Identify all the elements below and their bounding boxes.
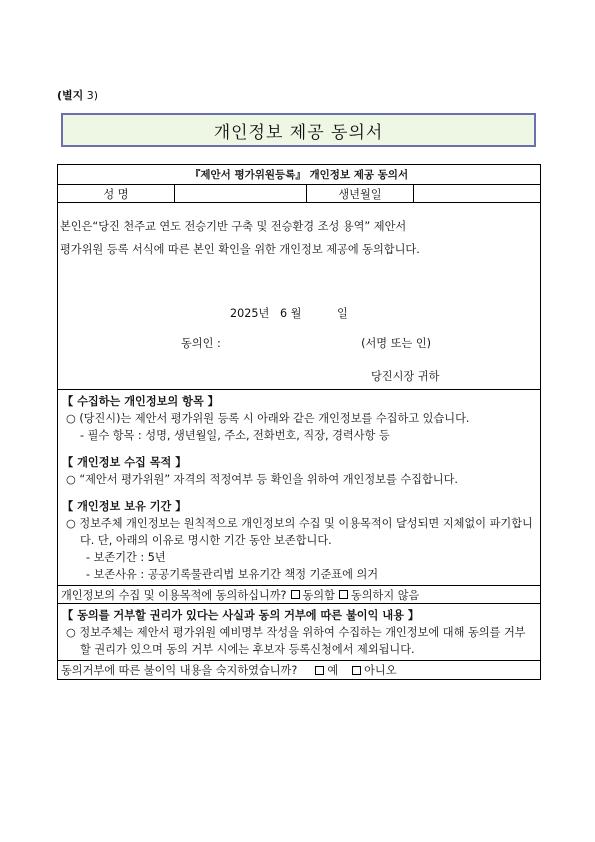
document-title: 개인정보 제공 동의서 [61, 113, 536, 147]
yes-checkbox[interactable] [315, 666, 324, 675]
section-title-retention: 【 개인정보 보유 기간 】 [62, 500, 187, 513]
yes-option-label: 예 [327, 664, 339, 677]
signature-field[interactable]: (서명 또는 인) [361, 337, 431, 350]
consent-date: 2025년 6 월 일 [230, 307, 348, 320]
birth-label: 생년월일 [307, 185, 414, 202]
section-items-text: ○ (당진시)는 제안서 평가위원 등록 시 아래와 같은 개인정보를 수집하고 있습니다. [66, 412, 470, 425]
section-title-items: 【 수집하는 개인정보의 항목 】 [62, 395, 219, 408]
annex-number: 3) [83, 89, 99, 102]
section-purpose-text: ○ “제안서 평가위원” 자격의 적정여부 등 확인을 위하여 개인정보를 수집합니다. [66, 473, 458, 486]
section-retention-text: ○ 정보주체 개인정보는 원칙적으로 개인정보의 수집 및 이용목적이 달성되면 지체없이 파기합니다. 단, 아래의 이유로 명시한 기간 동안 보존합니다. [66, 517, 533, 547]
no-checkbox[interactable] [352, 666, 361, 675]
agree-checkbox[interactable] [291, 590, 300, 599]
consent-line-1: 본인은“당진 천주교 연도 전승기반 구축 및 전승환경 조성 용역” 제안서 [60, 220, 407, 233]
section-title-refusal: 【 동의를 거부할 권리가 있다는 사실과 동의 거부에 따른 불이익 내용 】 [62, 609, 420, 622]
name-field[interactable] [175, 185, 307, 202]
agree-question: 개인정보의 수집 및 이용목적에 동의하십니까? [61, 588, 287, 602]
disagree-checkbox[interactable] [339, 590, 348, 599]
retention-reason: - 보존사유 : 공공기록물관리법 보유기간 책정 기준표에 의거 [86, 568, 379, 581]
agree-question-row [58, 586, 540, 604]
disagree-option-label: 동의하지 않음 [350, 588, 420, 602]
consent-statement [58, 203, 540, 390]
refusal-section [58, 604, 540, 661]
retention-period: - 보존기간 : 5년 [86, 551, 166, 564]
agree-option-label: 동의함 [302, 588, 335, 602]
section-refusal-text: ○ 정보주체는 제안서 평가위원 예비명부 작성을 위하여 수집하는 개인정보에 대해 동의를 거부할 권리가 있으며 동의 거부 시에는 후보자 등록신청에서 제외됩니다. [66, 626, 526, 656]
section-items-sub: - 필수 항목 : 성명, 생년월일, 주소, 전화번호, 직장, 경력사항 등 [80, 429, 390, 442]
consent-line-2: 평가위원 등록 서식에 따른 본인 확인을 위한 개인정보 제공에 동의합니다. [60, 243, 420, 256]
birth-field[interactable] [414, 185, 540, 202]
name-label: 성 명 [58, 185, 175, 202]
section-title-purpose: 【 개인정보 수집 목적 】 [62, 456, 187, 469]
acknowledge-question: 동의거부에 따른 불이익 내용을 숙지하였습니까? [61, 664, 298, 677]
info-sections [58, 390, 540, 586]
addressee: 당진시장 귀하 [371, 370, 440, 383]
annex-bold: (별지 [57, 89, 84, 102]
no-option-label: 아니오 [364, 664, 397, 677]
name-birth-row [58, 185, 540, 203]
form-heading: 『제안서 평가위원등록』 개인정보 제공 동의서 [58, 165, 540, 185]
acknowledge-question-row [58, 661, 540, 679]
annex-label [57, 87, 98, 103]
signer-label: 동의인 : [181, 337, 221, 350]
consent-form [57, 164, 541, 680]
